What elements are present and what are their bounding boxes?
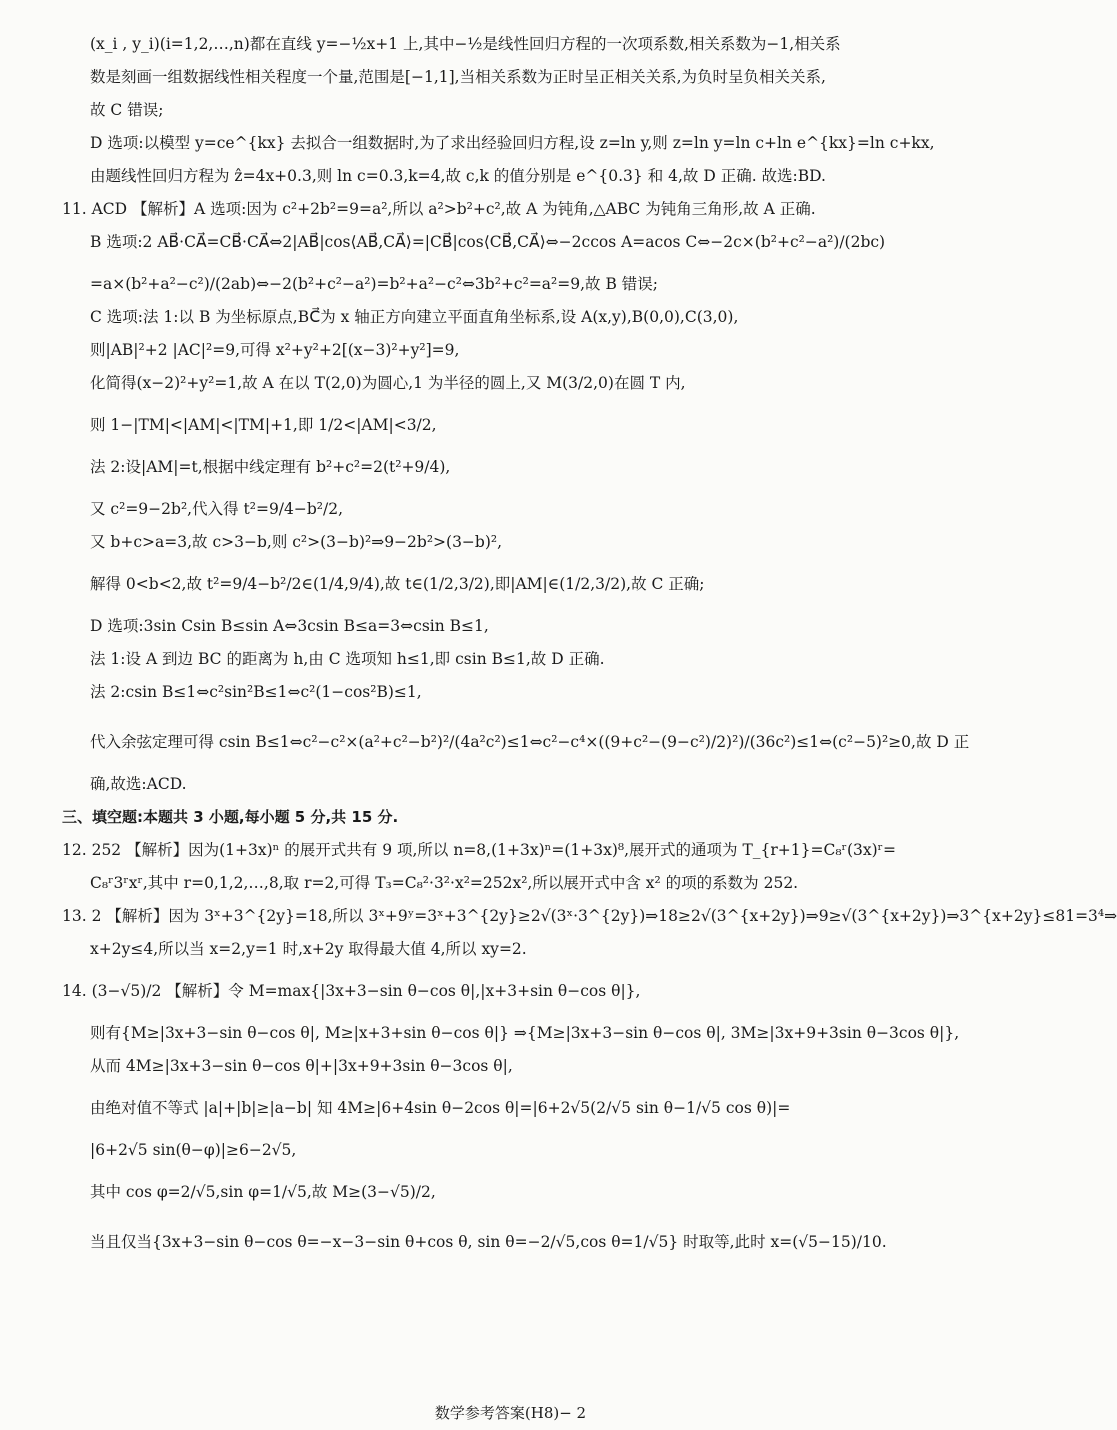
text-line: 又 b+c>a=3,故 c>3−b,则 c²>(3−b)²⇒9−2b²>(3−b)², [90, 533, 503, 551]
text-line: 由绝对值不等式 |a|+|b|≥|a−b| 知 4M≥|6+4sin θ−2cos θ|=|6+2√5(2/√5 sin θ−1/√5 cos θ)|= [90, 1099, 791, 1117]
text-line: D 选项:3sin Csin B≤sin A⇔3csin B≤a=3⇔csin B≤1, [90, 617, 489, 635]
text-line: 代入余弦定理可得 csin B≤1⇔c²−c²×(a²+c²−b²)²/(4a²c²)≤1⇔c²−c⁴×((9+c²−(9−c²)/2)²)/(36c²)≤1⇔(c²−5)²≥0,故 D 正 [90, 733, 970, 751]
text-line: 确,故选:ACD. [90, 775, 187, 793]
text-line: 法 2:csin B≤1⇔c²sin²B≤1⇔c²(1−cos²B)≤1, [90, 683, 422, 701]
text-line: 则|AB|²+2 |AC|²=9,可得 x²+y²+2[(x−3)²+y²]=9, [90, 341, 460, 359]
text-line: x+2y≤4,所以当 x=2,y=1 时,x+2y 取得最大值 4,所以 xy=2. [90, 940, 527, 958]
page-footer: 数学参考答案(H8)− 2 [434, 1404, 587, 1422]
text-line: 则 1−|TM|<|AM|<|TM|+1,即 1/2<|AM|<3/2, [90, 416, 437, 434]
text-line: 其中 cos φ=2/√5,sin φ=1/√5,故 M≥(3−√5)/2, [90, 1183, 436, 1201]
text-line: 故 C 错误; [90, 101, 164, 119]
text-line: (x_i , y_i)(i=1,2,…,n)都在直线 y=−½x+1 上,其中−½是线性回归方程的一次项系数,相关系数为−1,相关系 [90, 35, 841, 53]
text-line: 化简得(x−2)²+y²=1,故 A 在以 T(2,0)为圆心,1 为半径的圆上,又 M(3/2,0)在圆 T 内, [90, 374, 686, 392]
text-line: 由题线性回归方程为 ẑ=4x+0.3,则 ln c=0.3,k=4,故 c,k 的值分别是 e^{0.3} 和 4,故 D 正确. 故选:BD. [90, 167, 826, 185]
answer-content [62, 34, 1117, 1252]
text-line: C₈ʳ3ʳxʳ,其中 r=0,1,2,…,8,取 r=2,可得 T₃=C₈²·3²·x²=252x²,所以展开式中含 x² 的项的系数为 252. [90, 874, 799, 892]
text-line: 从而 4M≥|3x+3−sin θ−cos θ|+|3x+9+3sin θ−3cos θ|, [90, 1057, 513, 1075]
text-line: |6+2√5 sin(θ−φ)|≥6−2√5, [90, 1141, 297, 1159]
text-line: D 选项:以模型 y=ce^{kx} 去拟合一组数据时,为了求出经验回归方程,设 z=ln y,则 z=ln y=ln c+ln e^{kx}=ln c+kx, [90, 134, 935, 152]
text-line: 又 c²=9−2b²,代入得 t²=9/4−b²/2, [90, 500, 344, 518]
text-line: 11. ACD 【解析】A 选项:因为 c²+2b²=9=a²,所以 a²>b²+c²,故 A 为钝角,△ABC 为钝角三角形,故 A 正确. [62, 200, 816, 218]
text-line: B 选项:2 AB⃗·CA⃗=CB⃗·CA⃗⇔2|AB⃗|cos⟨AB⃗,CA⃗⟩=|CB⃗|cos⟨CB⃗,CA⃗⟩⇔−2ccos A=acos C⇔−2c×(b²+c²−a²)/(2bc) [90, 233, 886, 251]
text-line: 则有{M≥|3x+3−sin θ−cos θ|, M≥|x+3+sin θ−cos θ|} ⇒{M≥|3x+3−sin θ−cos θ|, 3M≥|3x+9+3sin θ−3cos θ|}, [90, 1024, 960, 1042]
text-line: 法 2:设|AM|=t,根据中线定理有 b²+c²=2(t²+9/4), [90, 458, 451, 476]
text-line: 三、填空题:本题共 3 小题,每小题 5 分,共 15 分. [62, 808, 399, 826]
text-line: 13. 2 【解析】因为 3ˣ+3^{2y}=18,所以 3ˣ+9ʸ=3ˣ+3^{2y}≥2√(3ˣ·3^{2y})⇒18≥2√(3^{x+2y})⇒9≥√(3^{x+2y})⇒3^{x+2y}≤81=3⁴⇒ [62, 907, 1117, 925]
text-line: 解得 0<b<2,故 t²=9/4−b²/2∈(1/4,9/4),故 t∈(1/2,3/2),即|AM|∈(1/2,3/2),故 C 正确; [90, 575, 705, 593]
text-line: 数是刻画一组数据线性相关程度一个量,范围是[−1,1],当相关系数为正时呈正相关关系,为负时呈负相关关系, [90, 68, 826, 86]
text-line: C 选项:法 1:以 B 为坐标原点,BC⃗为 x 轴正方向建立平面直角坐标系,设 A(x,y),B(0,0),C(3,0), [90, 308, 739, 326]
text-line: 14. (3−√5)/2 【解析】令 M=max{|3x+3−sin θ−cos θ|,|x+3+sin θ−cos θ|}, [62, 982, 641, 1000]
text-line: 当且仅当{3x+3−sin θ−cos θ=−x−3−sin θ+cos θ, sin θ=−2/√5,cos θ=1/√5} 时取等,此时 x=(√5−15)/10. [90, 1233, 887, 1251]
text-line: 12. 252 【解析】因为(1+3x)ⁿ 的展开式共有 9 项,所以 n=8,(1+3x)ⁿ=(1+3x)⁸,展开式的通项为 T_{r+1}=C₈ʳ(3x)ʳ= [62, 841, 897, 859]
text-line: 法 1:设 A 到边 BC 的距离为 h,由 C 选项知 h≤1,即 csin B≤1,故 D 正确. [90, 650, 605, 668]
text-line: =a×(b²+a²−c²)/(2ab)⇔−2(b²+c²−a²)=b²+a²−c²⇔3b²+c²=a²=9,故 B 错误; [90, 275, 658, 293]
